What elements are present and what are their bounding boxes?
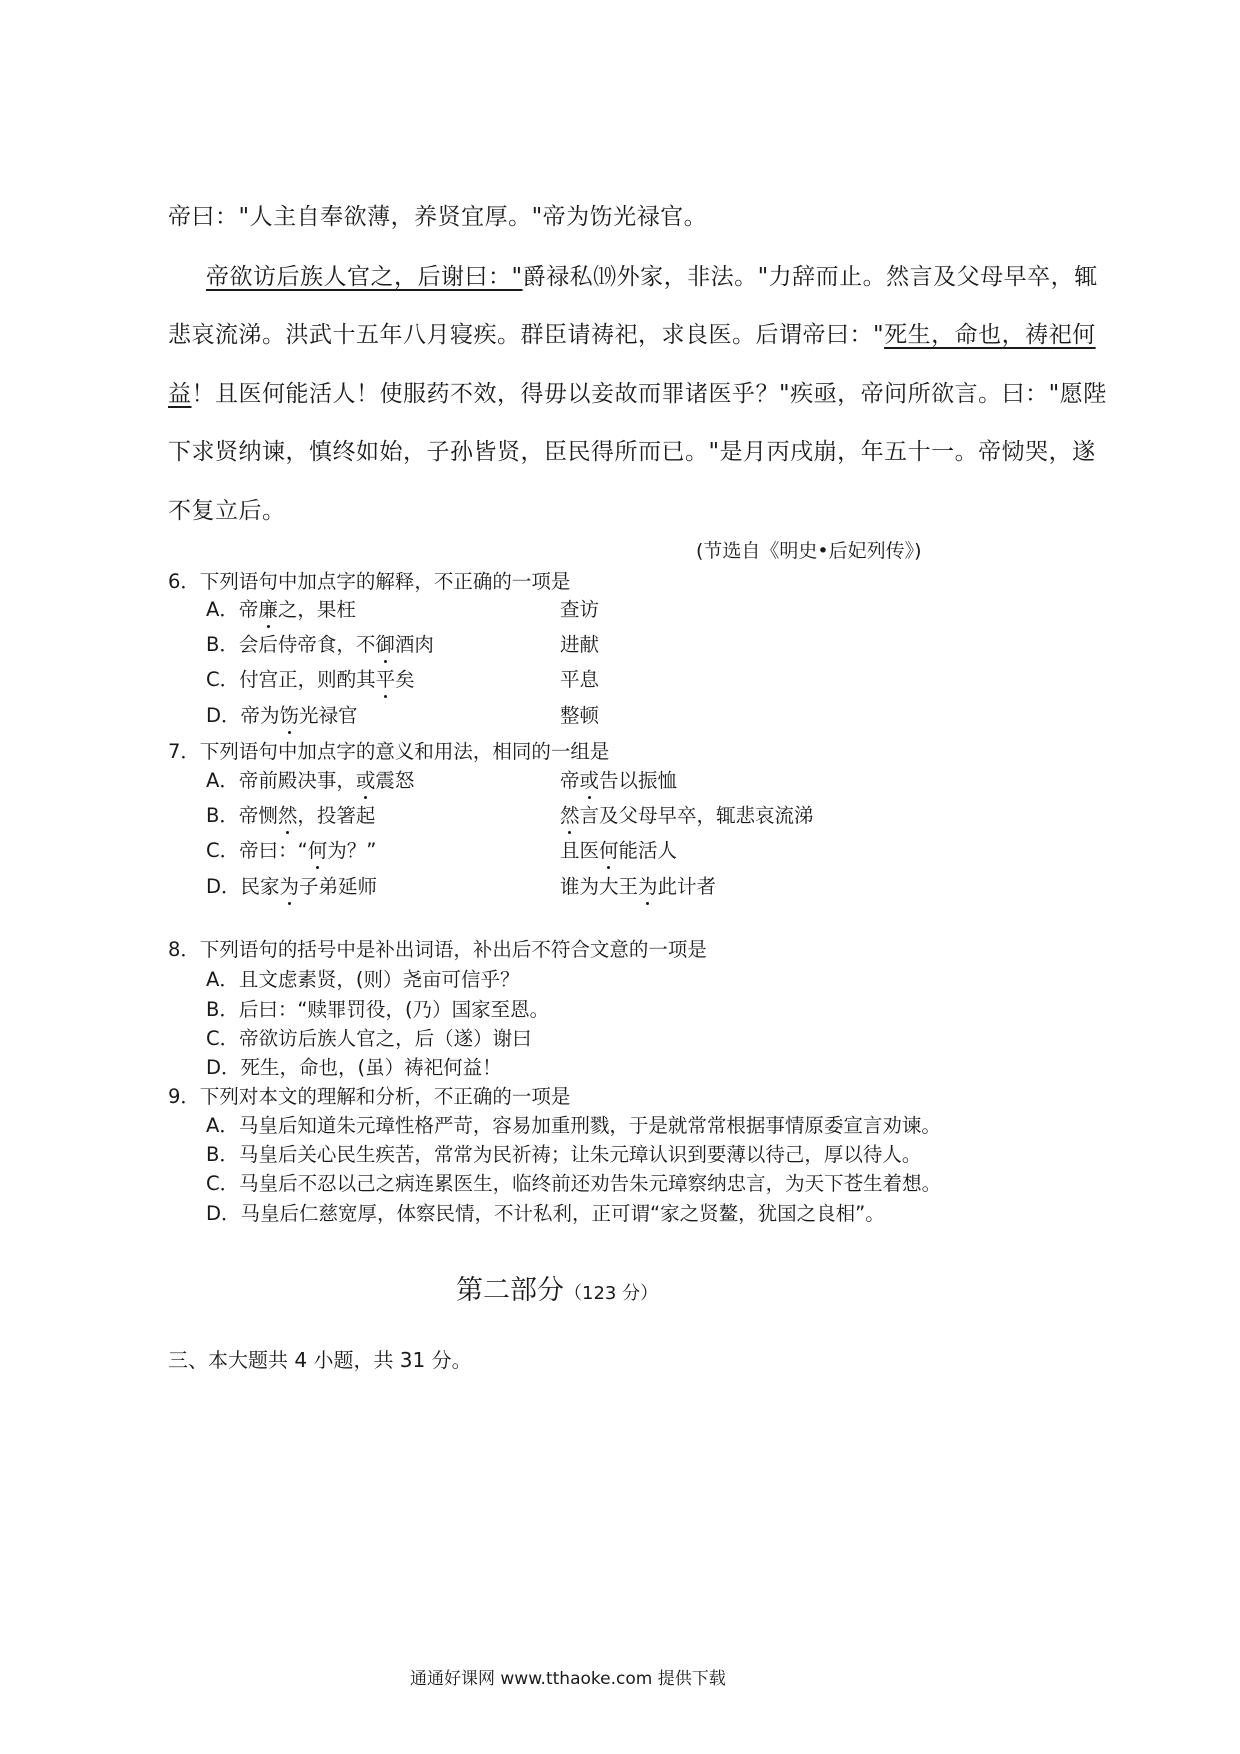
q7-option-c-right: 且医何能活人	[560, 835, 677, 863]
question-6-stem: 6．下列语句中加点字的解释，不正确的一项是	[168, 570, 571, 593]
part-2-title: 第二部分	[456, 1275, 564, 1306]
q8-option-d: D．死生，命也，(虽）祷祀何益！	[206, 1056, 502, 1079]
passage-line-5: 下求贤纳谏，慎终如始，子孙皆贤，臣民得所而已。"是月丙戌崩，年五十一。帝恸哭，遂	[168, 439, 1096, 465]
passage-line-3	[168, 316, 1096, 349]
passage-text: ！且医何能活人！使服药不效，得毋以妾故而罪诸医乎？"疾亟，帝问所欲言。曰："愿陛	[191, 381, 1107, 407]
q7-option-a-right: 帝或告以振恤	[560, 765, 677, 793]
question-9-stem: 9．下列对本文的理解和分析，不正确的一项是	[168, 1085, 571, 1108]
dotted-char: 为	[638, 871, 658, 899]
q6-option-c-explain: 平息	[560, 668, 600, 691]
q7-option-b-left: B．帝恻然，投箸起	[206, 800, 375, 828]
q9-option-c: C．马皇后不忍以己之病连累医生，临终前还劝告朱元璋察纳忠言，为天下苍生着想。	[206, 1172, 942, 1195]
q7-option-b-right: 然言及父母早卒，辄悲哀流涕	[560, 800, 814, 828]
q7-option-d-right: 谁为大王为此计者	[560, 871, 716, 899]
q8-option-c: C．帝欲访后族人官之，后（遂）谢曰	[206, 1027, 532, 1050]
dotted-char: 或	[356, 765, 376, 793]
q6-option-b: B．会后侍帝食，不御酒肉	[206, 629, 434, 657]
q7-option-d-left: D．民家为子弟延师	[206, 871, 377, 899]
passage-line-4	[168, 375, 1107, 408]
dotted-char: 或	[580, 765, 600, 793]
underlined-sentence: 益	[168, 381, 192, 407]
part-2-score: （123 分）	[564, 1283, 659, 1304]
underlined-sentence: 死生，命也，祷祀何	[884, 322, 1096, 348]
dotted-char: 何	[308, 835, 328, 863]
q9-option-a: A．马皇后知道朱元璋性格严苛，容易加重刑戮，于是就常常根据事情原委宣言劝谏。	[206, 1114, 941, 1137]
underlined-sentence: 帝欲访后族人官之，后谢曰："	[206, 264, 523, 290]
q9-option-d: D．马皇后仁慈宽厚，体察民情，不计私利，正可谓“家之贤鳌，犹国之良相”。	[206, 1202, 885, 1225]
dotted-char: 何	[599, 835, 619, 863]
dotted-char: 然	[278, 800, 298, 828]
part-2-heading	[456, 1268, 658, 1307]
question-7-stem: 7．下列语句中加点字的意义和用法，相同的一组是	[168, 740, 610, 763]
passage-line-6: 不复立后。	[168, 498, 286, 524]
dotted-char: 然	[560, 800, 580, 828]
page-footer: 通通好课网 www.tthaoke.com 提供下载	[410, 1669, 726, 1689]
dotted-char: 御	[375, 629, 395, 657]
q6-option-c: C．付宫正，则酌其平矣	[206, 664, 415, 692]
q6-option-b-explain: 进献	[560, 633, 600, 656]
passage-text: 悲哀流涕。洪武十五年八月寝疾。群臣请祷祀，求良医。后谓帝曰："	[168, 322, 885, 348]
q8-option-a: A．且文虑素贤，(则）尧亩可信乎？	[206, 968, 520, 991]
q7-option-a-left: A．帝前殿决事，或震怒	[206, 765, 414, 793]
dotted-char: 廉	[258, 594, 278, 622]
q6-option-d-explain: 整顿	[560, 704, 600, 727]
passage-line-1: 帝曰："人主自奉欲薄，养贤宜厚。"帝为饬光禄官。	[168, 204, 708, 230]
passage-line-2	[206, 258, 1098, 291]
q6-option-a: A．帝廉之，果枉	[206, 594, 356, 622]
dotted-char: 平	[376, 664, 396, 692]
dotted-char: 为	[280, 871, 300, 899]
q7-option-c-left: C．帝曰：“何为？”	[206, 835, 376, 863]
passage-source: (节选自《明史•后妃列传》)	[696, 540, 922, 562]
dotted-char: 饬	[280, 700, 300, 728]
q9-option-b: B．马皇后关心民生疾苦，常常为民祈祷；让朱元璋认识到要薄以待己，厚以待人。	[206, 1143, 922, 1166]
section-3-heading: 三、本大题共 4 小题，共 31 分。	[168, 1348, 472, 1372]
q6-option-a-explain: 查访	[560, 598, 600, 621]
question-8-stem: 8．下列语句的括号中是补出词语，补出后不符合文意的一项是	[168, 938, 707, 961]
q6-option-d: D．帝为饬光禄官	[206, 700, 358, 728]
q8-option-b: B．后曰：“赎罪罚役，(乃）国家至恩。	[206, 998, 550, 1021]
passage-text: 爵禄私⒆外家，非法。"力辞而止。然言及父母早卒，辄	[522, 264, 1098, 290]
